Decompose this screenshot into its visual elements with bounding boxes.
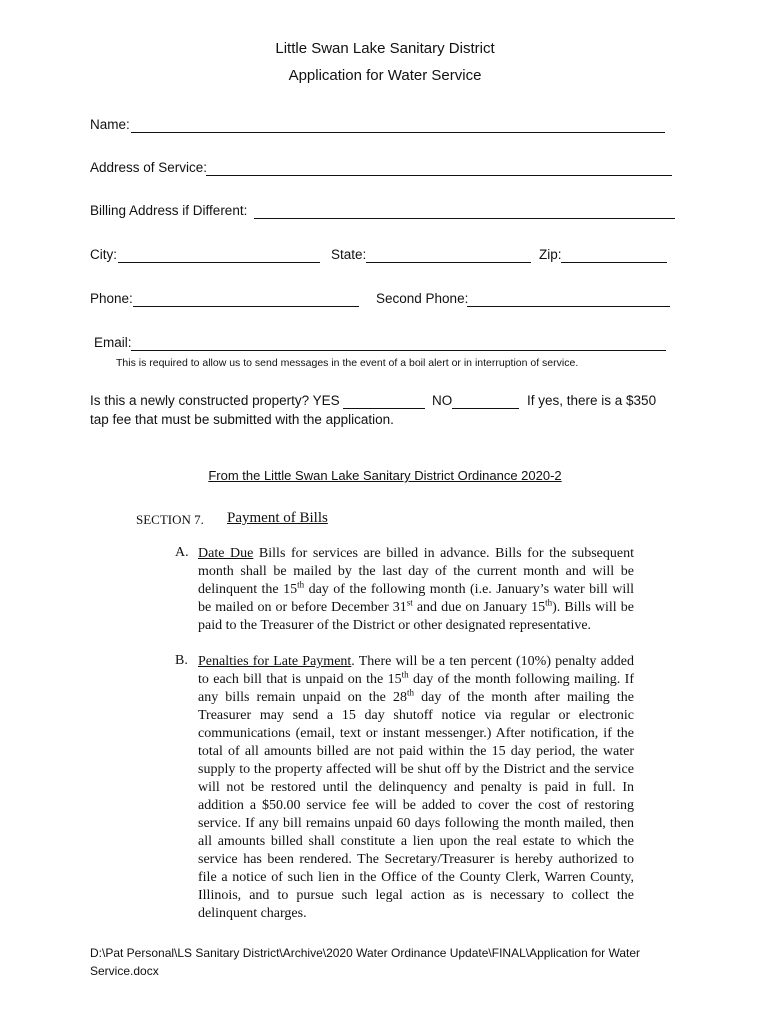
item-b-sup-2: th — [407, 687, 415, 698]
item-a-text-2: day of the following month (i.e. January’s water bill will be mailed on or before December 31 — [198, 582, 634, 615]
file-path-footer — [90, 944, 690, 980]
email-note: This is required to allow us to send messages in the event of a boil alert or in interruption of service. — [116, 357, 579, 369]
second-phone-field[interactable] — [467, 293, 670, 307]
city-label: City: — [90, 247, 117, 262]
zip-label: Zip: — [539, 247, 562, 262]
item-a-paragraph — [198, 545, 634, 635]
phone-label: Phone: — [90, 291, 133, 306]
item-b-text-1: . There will be a ten percent (10%) penalty added to each bill that is unpaid on the 15 — [198, 654, 634, 687]
tap-fee-note-continued: tap fee that must be submitted with the application. — [90, 412, 394, 427]
phone-field[interactable] — [133, 293, 359, 307]
zip-field[interactable] — [561, 249, 667, 263]
item-b-paragraph — [198, 653, 634, 923]
item-a-text-3: and due on January 15 — [412, 600, 546, 615]
address-label: Address of Service: — [90, 160, 208, 175]
item-a-text-1: Bills for services are billed in advance. Bills for the subsequent month shall be mailed by the last day of the current month and will be delinquent the 15 — [198, 546, 634, 597]
file-path-line-2: Service.docx — [90, 964, 159, 978]
document-title: Little Swan Lake Sanitary District — [275, 40, 495, 57]
item-a-sup-2: st — [406, 597, 413, 608]
billing-address-field[interactable] — [254, 205, 675, 219]
document-subtitle: Application for Water Service — [288, 67, 482, 84]
item-b-text-2: day of the month following mailing. If any bills remain unpaid on the 28 — [198, 672, 634, 705]
section-label: SECTION 7. — [136, 512, 204, 527]
item-b-letter: B. — [175, 653, 188, 668]
no-field[interactable] — [452, 395, 519, 409]
state-field[interactable] — [366, 249, 531, 263]
item-a-sup-3: th — [545, 597, 553, 608]
item-b-sup-1: th — [401, 669, 409, 680]
second-phone-label: Second Phone: — [376, 291, 469, 306]
name-field[interactable] — [131, 119, 665, 133]
ordinance-heading: From the Little Swan Lake Sanitary District Ordinance 2020-2 — [208, 468, 562, 483]
item-a-title: Date Due — [198, 546, 254, 561]
state-label: State: — [331, 247, 367, 262]
item-b-title: Penalties for Late Payment — [198, 654, 352, 669]
yes-field[interactable] — [343, 395, 425, 409]
name-label: Name: — [90, 117, 130, 132]
item-a-text-4: ). Bills will be paid to the Treasurer of the District or other designated representative. — [198, 600, 634, 633]
billing-address-label: Billing Address if Different: — [90, 203, 248, 218]
item-a-sup-1: th — [297, 579, 305, 590]
item-b-text-3: day of the month after mailing the Treasurer may send a 15 day shutoff notice via regular or electronic communications (email, text or instant messenger.) After notification, if the total of all amounts billed are not paid within the 15 day period, the water supply to the property affected will be shut off by the District and the service will not be restored until the delinquency and penalty is paid in full. In addition a $50.00 service fee will be added to cover the cost of restoring service. If any bill remains unpaid 60 days following the month mailed, then all amounts billed shall constitute a lien upon the real estate to which the service has been rendered. The Secretary/Treasurer is hereby authorized to file a notice of such lien in the Office of the County Clerk, Warren County, Illinois, and to pursue such legal action as is necessary to collect the delinquent charges. — [198, 690, 634, 921]
section-title: Payment of Bills — [227, 510, 328, 526]
tap-fee-note: If yes, there is a $350 — [527, 393, 657, 408]
new-construction-question: Is this a newly constructed property? YES — [90, 393, 340, 408]
item-a-letter: A. — [175, 545, 189, 560]
email-field[interactable] — [131, 337, 666, 351]
no-label: NO — [432, 393, 453, 408]
file-path-line-1: D:\Pat Personal\LS Sanitary District\Archive\2020 Water Ordinance Update\FINAL\Application for Water — [90, 946, 641, 960]
city-field[interactable] — [118, 249, 320, 263]
email-label: Email: — [94, 335, 132, 350]
address-field[interactable] — [206, 162, 672, 176]
